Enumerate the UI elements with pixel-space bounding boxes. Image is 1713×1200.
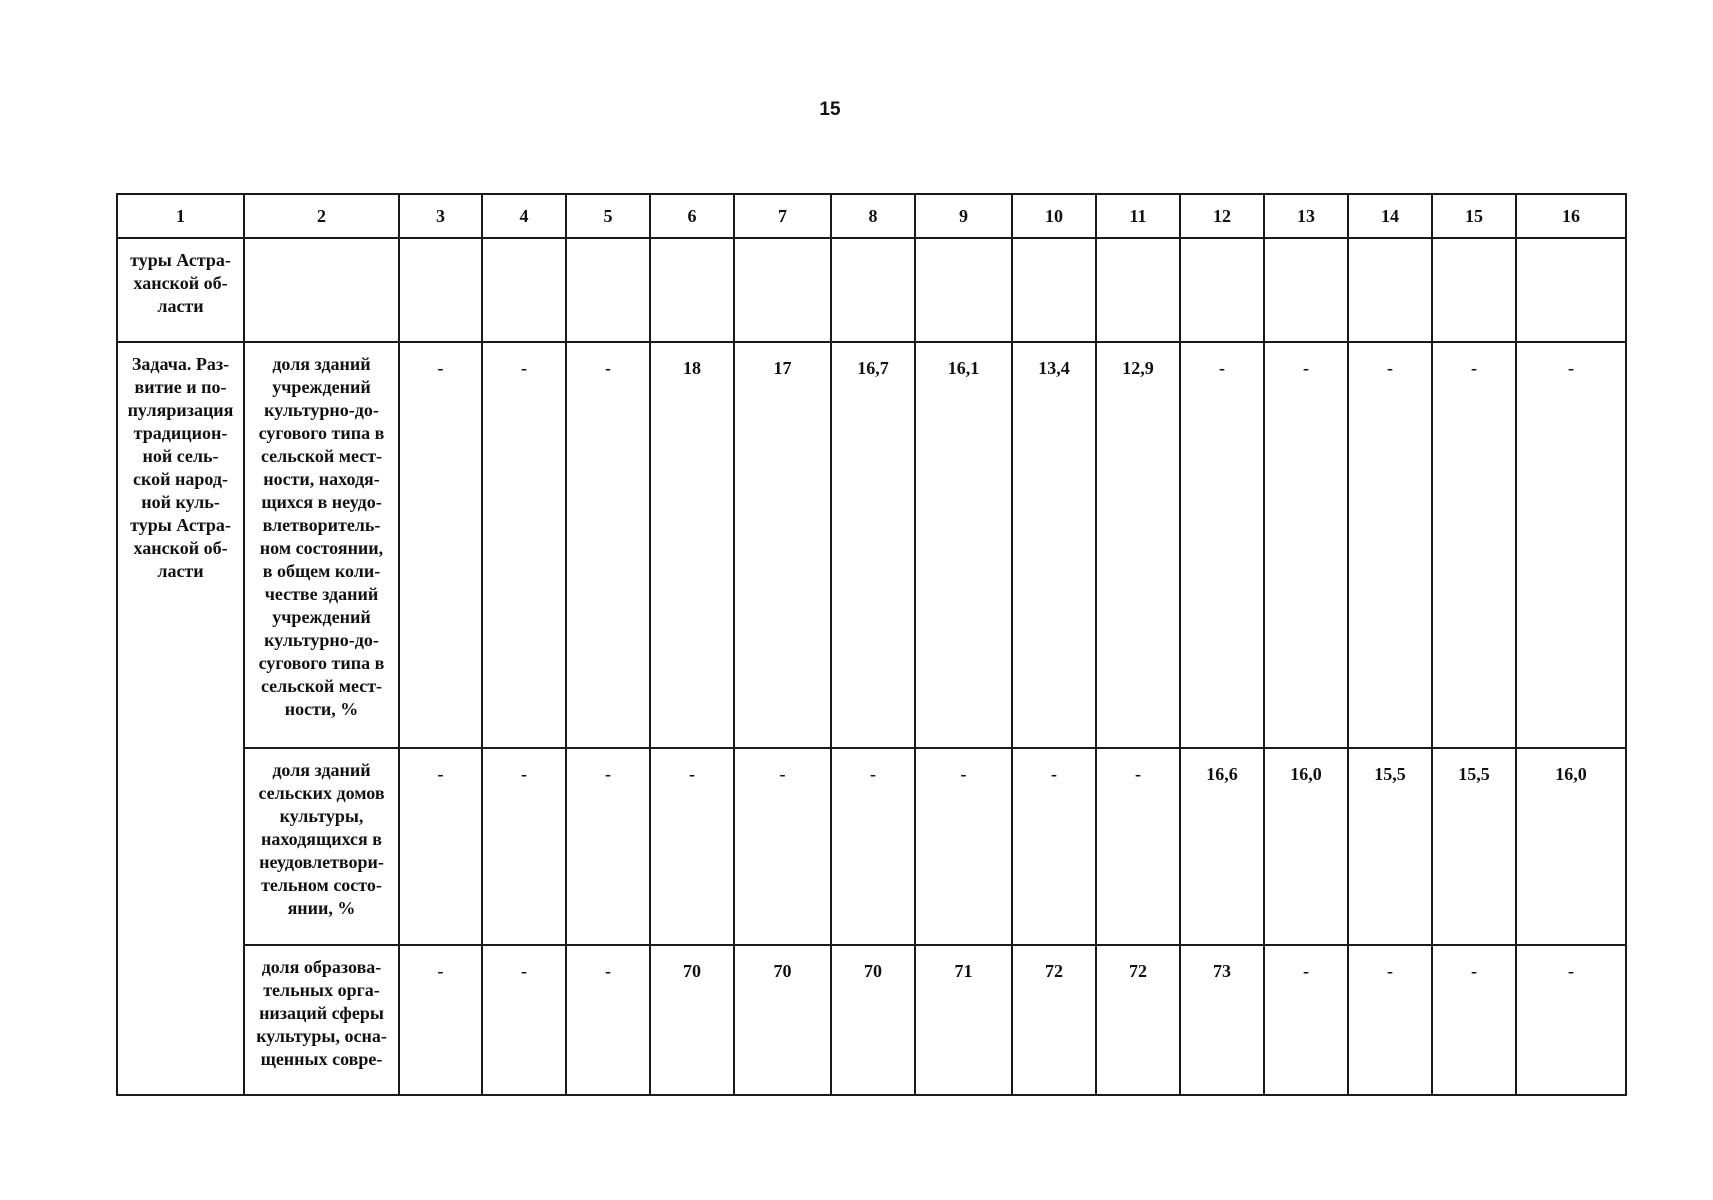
column-header: 4	[482, 194, 566, 238]
indicator-name-text: доля образова- тельных орга- низаций сферы культуры, осна- щенных совре-	[256, 957, 387, 1069]
column-header: 5	[566, 194, 650, 238]
table-header-row	[117, 194, 1626, 238]
value-cell: -	[1516, 945, 1626, 1095]
column-header: 12	[1180, 194, 1264, 238]
value-cell: 70	[831, 945, 915, 1095]
row-label-text: туры Астра- ханской об- ласти	[130, 250, 231, 316]
column-header: 2	[244, 194, 399, 238]
value-cell: -	[1264, 342, 1348, 748]
value-cell: 16,6	[1180, 748, 1264, 945]
table-row	[117, 748, 1626, 945]
indicator-name-text: доля зданий учреждений культурно-до- сугового типа в сельской мест- ности, находя- щихся в неудо- влетворитель- ном состоянии, в общем коли- честве зданий учреждений культурно-до- сугового типа в сельской мест- ности, %	[258, 354, 385, 719]
value-cell: 16,7	[831, 342, 915, 748]
value-cell: -	[399, 748, 482, 945]
value-cell	[650, 238, 734, 342]
value-cell	[399, 238, 482, 342]
column-header: 11	[1096, 194, 1180, 238]
value-cell	[1012, 238, 1096, 342]
value-cell: 15,5	[1432, 748, 1516, 945]
value-cell	[482, 238, 566, 342]
value-cell: 15,5	[1348, 748, 1432, 945]
column-header: 16	[1516, 194, 1626, 238]
value-cell	[915, 238, 1012, 342]
value-cell: -	[566, 748, 650, 945]
task-label-text: Задача. Раз- витие и по- пуляризация традицион- ной сель- ской народ- ной куль- туры Астра- ханской об- ласти	[127, 354, 234, 581]
value-cell: -	[650, 748, 734, 945]
page-number: 15	[819, 99, 841, 120]
row-label-cell	[117, 238, 244, 342]
value-cell: -	[831, 748, 915, 945]
value-cell: 72	[1096, 945, 1180, 1095]
table-row	[117, 238, 1626, 342]
value-cell: -	[399, 945, 482, 1095]
indicator-name-cell	[244, 342, 399, 748]
value-cell: -	[1432, 342, 1516, 748]
column-header: 9	[915, 194, 1012, 238]
value-cell: -	[482, 945, 566, 1095]
column-header: 10	[1012, 194, 1096, 238]
value-cell: 73	[1180, 945, 1264, 1095]
value-cell: 70	[650, 945, 734, 1095]
value-cell	[1264, 238, 1348, 342]
value-cell: -	[1348, 945, 1432, 1095]
indicator-name-cell	[244, 748, 399, 945]
value-cell: -	[482, 342, 566, 748]
indicator-name-cell	[244, 238, 399, 342]
value-cell: -	[1348, 342, 1432, 748]
value-cell	[1180, 238, 1264, 342]
column-header: 3	[399, 194, 482, 238]
value-cell: 17	[734, 342, 831, 748]
value-cell: 72	[1012, 945, 1096, 1095]
column-header: 6	[650, 194, 734, 238]
value-cell: -	[1012, 748, 1096, 945]
column-header: 8	[831, 194, 915, 238]
value-cell: -	[1516, 342, 1626, 748]
value-cell	[1432, 238, 1516, 342]
column-header: 14	[1348, 194, 1432, 238]
value-cell: 70	[734, 945, 831, 1095]
value-cell: -	[566, 945, 650, 1095]
value-cell: 16,0	[1264, 748, 1348, 945]
value-cell: 13,4	[1012, 342, 1096, 748]
value-cell: 12,9	[1096, 342, 1180, 748]
value-cell: -	[734, 748, 831, 945]
value-cell: -	[566, 342, 650, 748]
value-cell: -	[1180, 342, 1264, 748]
value-cell: -	[482, 748, 566, 945]
value-cell: 18	[650, 342, 734, 748]
value-cell	[1516, 238, 1626, 342]
value-cell: -	[1096, 748, 1180, 945]
value-cell: -	[1264, 945, 1348, 1095]
task-label-cell	[117, 342, 244, 1095]
value-cell: -	[399, 342, 482, 748]
value-cell: 16,0	[1516, 748, 1626, 945]
value-cell: -	[1432, 945, 1516, 1095]
value-cell	[566, 238, 650, 342]
value-cell: 16,1	[915, 342, 1012, 748]
indicator-name-text: доля зданий сельских домов культуры, находящихся в неудовлетвори- тельном состо- янии, %	[258, 760, 385, 918]
column-header: 13	[1264, 194, 1348, 238]
column-header: 1	[117, 194, 244, 238]
value-cell	[1096, 238, 1180, 342]
value-cell	[1348, 238, 1432, 342]
value-cell	[831, 238, 915, 342]
column-header: 7	[734, 194, 831, 238]
column-header: 15	[1432, 194, 1516, 238]
value-cell: 71	[915, 945, 1012, 1095]
value-cell: -	[915, 748, 1012, 945]
table-row	[117, 945, 1626, 1095]
indicators-table	[116, 193, 1627, 1096]
value-cell	[734, 238, 831, 342]
table-row	[117, 342, 1626, 748]
indicator-name-cell	[244, 945, 399, 1095]
